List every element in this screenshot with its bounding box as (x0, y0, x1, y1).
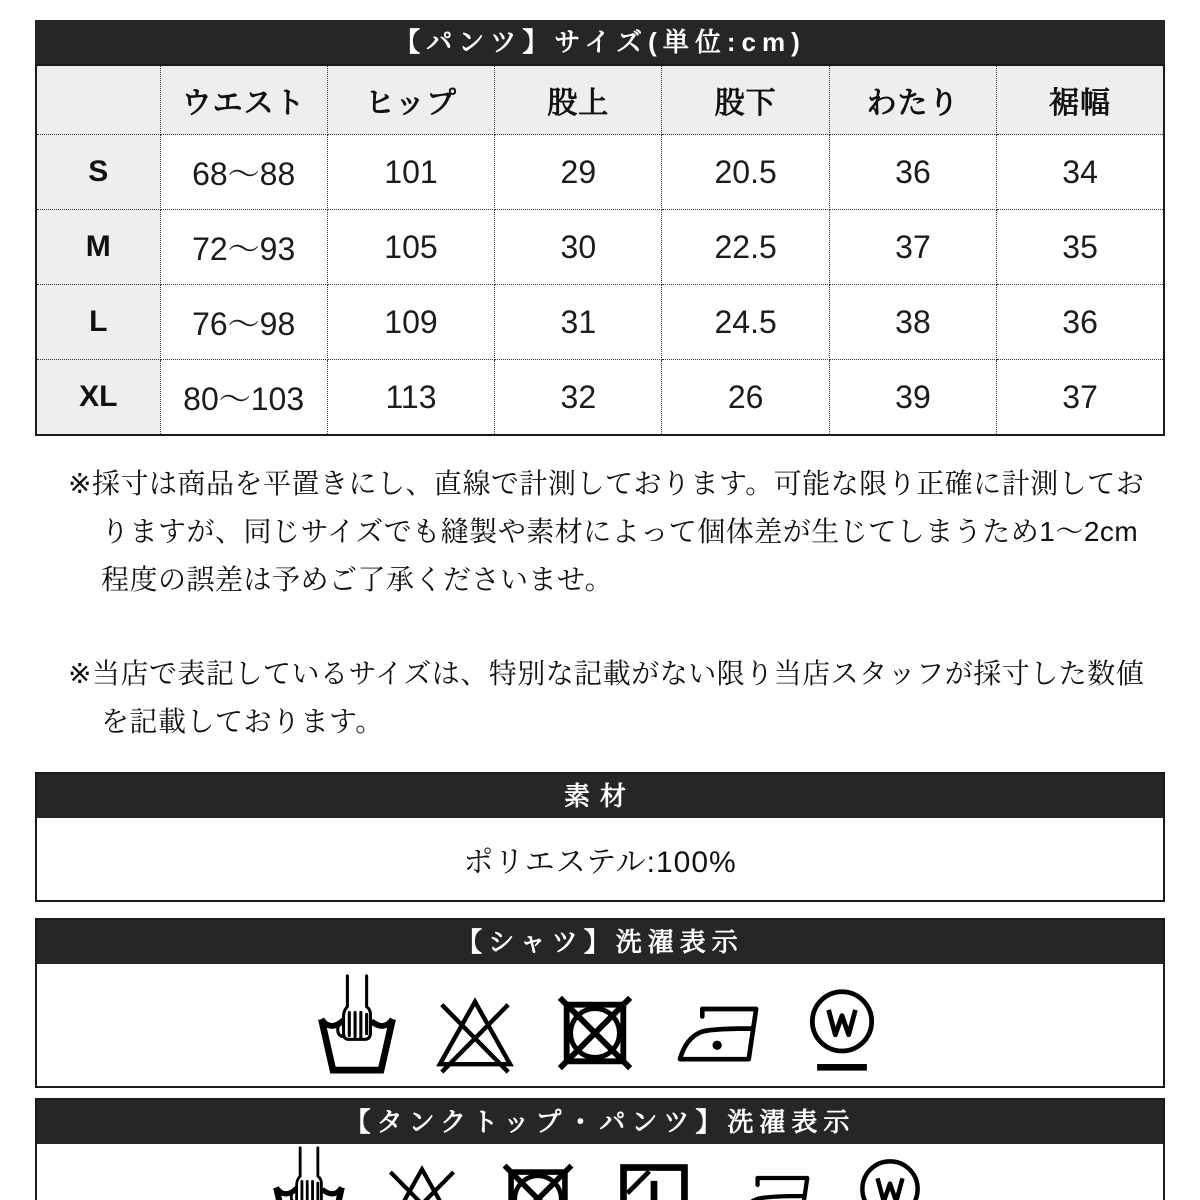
size-label: M (36, 210, 160, 285)
shirt-care-title: 【シャツ】洗濯表示 (37, 920, 1163, 964)
note-text: ※当店で表記しているサイズは、特別な記載がない限り当店スタッフが採寸した数値を記載しております。 (68, 658, 1145, 737)
tanktop-pants-care-section (35, 1098, 1165, 1200)
column-header: ヒップ (327, 65, 494, 135)
do-not-bleach-icon (433, 992, 517, 1074)
pants-size-table-title: 【パンツ】サイズ(単位:cm) (35, 20, 1165, 64)
measurement-cell: 105 (327, 210, 494, 285)
measurement-cell: 101 (327, 135, 494, 210)
table-row (36, 210, 1164, 285)
measurement-cell: 109 (327, 285, 494, 360)
note-text: ※採寸は商品を平置きにし、直線で計測しております。可能な限り正確に計測しておりますが、同じサイズでも縫製や素材によって個体差が生じてしまうため1〜2cm程度の誤差は予めご了承くださいませ。 (68, 468, 1145, 595)
size-table (35, 64, 1165, 436)
shirt-care-icons (37, 964, 1163, 1086)
measurement-cell: 72〜93 (160, 210, 327, 285)
measurement-notes (35, 460, 1165, 746)
measurement-cell: 32 (495, 360, 662, 436)
column-header: 股上 (495, 65, 662, 135)
measurement-cell: 36 (829, 135, 996, 210)
table-row (36, 285, 1164, 360)
measurement-cell: 36 (997, 285, 1164, 360)
iron-low-icon (673, 996, 765, 1074)
size-label: XL (36, 360, 160, 436)
measurement-cell: 38 (829, 285, 996, 360)
tanktop-pants-care-icons (37, 1144, 1163, 1200)
measurement-cell: 80〜103 (160, 360, 327, 436)
shirt-care-section (35, 918, 1165, 1088)
material-value: ポリエステル:100% (463, 846, 737, 879)
do-not-tumble-dry-icon (498, 1160, 578, 1200)
size-table-header-row (36, 65, 1164, 135)
corner-cell (36, 65, 160, 135)
hand-wash-icon (317, 974, 397, 1074)
wet-clean-gentle-icon (801, 986, 883, 1074)
measurement-cell: 68〜88 (160, 135, 327, 210)
measurement-cell: 31 (495, 285, 662, 360)
measurement-cell: 37 (997, 360, 1164, 436)
column-header: わたり (829, 65, 996, 135)
column-header: ウエスト (160, 65, 327, 135)
do-not-bleach-icon (382, 1160, 462, 1200)
size-label: S (36, 135, 160, 210)
line-dry-in-shade-icon (614, 1158, 694, 1200)
do-not-tumble-dry-icon (553, 992, 637, 1074)
measurement-cell: 34 (997, 135, 1164, 210)
material-title: 素材 (37, 774, 1163, 818)
measurement-cell: 26 (662, 360, 829, 436)
tanktop-pants-care-title: 【タンクトップ・パンツ】洗濯表示 (37, 1100, 1163, 1144)
measurement-cell: 37 (829, 210, 996, 285)
table-row (36, 360, 1164, 436)
column-header: 裾幅 (997, 65, 1164, 135)
size-table-body (36, 135, 1164, 436)
column-header: 股下 (662, 65, 829, 135)
measurement-cell: 35 (997, 210, 1164, 285)
measurement-cell: 39 (829, 360, 996, 436)
measurement-cell: 29 (495, 135, 662, 210)
measurement-cell: 30 (495, 210, 662, 285)
material-section (35, 772, 1165, 902)
table-row (36, 135, 1164, 210)
measurement-cell: 76〜98 (160, 285, 327, 360)
wet-clean-gentle-icon (852, 1156, 928, 1200)
measurement-cell: 20.5 (662, 135, 829, 210)
hand-wash-icon (272, 1146, 346, 1200)
measurement-cell: 113 (327, 360, 494, 436)
measurement-cell: 22.5 (662, 210, 829, 285)
size-label: L (36, 285, 160, 360)
iron-low-icon (730, 1166, 816, 1200)
measurement-cell: 24.5 (662, 285, 829, 360)
